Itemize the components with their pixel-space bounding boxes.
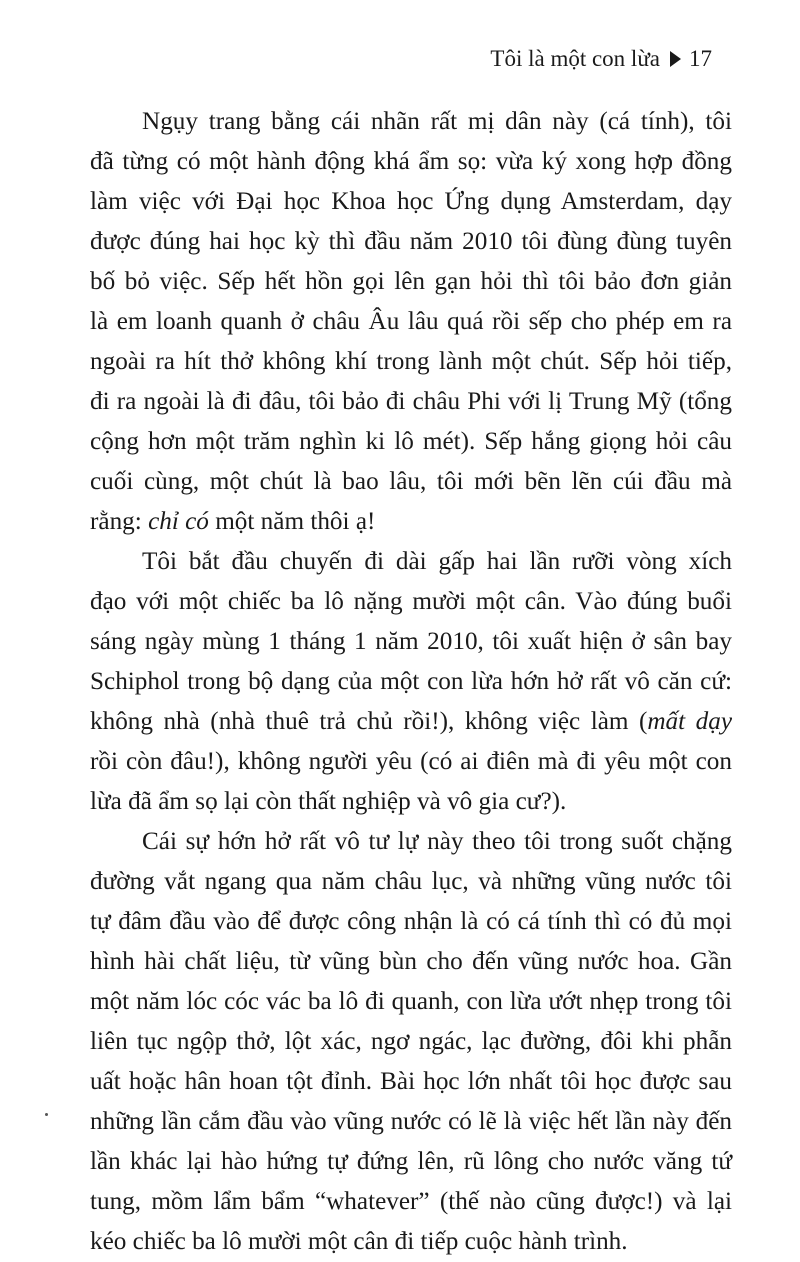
text-line <box>90 1022 732 1062</box>
text-run: tự đâm đầu vào để được công nhận là có cá tính thì có đủ mọi <box>90 908 732 935</box>
text-line <box>90 822 732 862</box>
page-number: 17 <box>689 46 712 71</box>
text-run: Cái sự hớn hở rất vô tư lự này theo tôi trong suốt chặng <box>142 828 732 855</box>
text-line <box>90 382 732 422</box>
text-run: bố bỏ việc. Sếp hết hồn gọi lên gạn hỏi thì tôi bảo đơn giản <box>90 268 732 295</box>
text-run: uất hoặc hân hoan tột đỉnh. Bài học lớn nhất tôi học được sau <box>90 1068 732 1095</box>
text-line <box>90 662 732 702</box>
text-run: cộng hơn một trăm nghìn ki lô mét). Sếp hắng giọng hỏi câu <box>90 428 732 455</box>
running-header <box>490 44 712 74</box>
text-run: sáng ngày mùng 1 tháng 1 năm 2010, tôi xuất hiện ở sân bay <box>90 628 732 655</box>
text-line <box>90 542 732 582</box>
text-run: lừa đã ẩm sọ lại còn thất nghiệp và vô gia cư?). <box>90 788 567 815</box>
text-run: làm việc với Đại học Khoa học Ứng dụng Amsterdam, dạy <box>90 188 732 215</box>
text-line <box>90 942 732 982</box>
text-run: là em loanh quanh ở châu Âu lâu quá rồi sếp cho phép em ra <box>90 308 732 335</box>
text-run: lần khác lại hào hứng tự đứng lên, rũ lông cho nước văng tứ <box>90 1148 732 1175</box>
body-text <box>90 102 732 1262</box>
text-run: tung, mồm lẩm bẩm “whatever” (thế nào cũng được!) và lại <box>90 1188 732 1215</box>
text-run: được đúng hai học kỳ thì đầu năm 2010 tôi đùng đùng tuyên <box>90 228 732 255</box>
text-run: đạo với một chiếc ba lô nặng mười một cân. Vào đúng buổi <box>90 588 732 615</box>
text-line <box>90 702 732 742</box>
text-line <box>90 182 732 222</box>
text-run: Schiphol trong bộ dạng của một con lừa hớn hở rất vô căn cứ: <box>90 668 732 695</box>
text-run: rằng: <box>90 508 149 535</box>
text-run: một năm thôi ạ! <box>208 508 376 535</box>
text-run: đi ra ngoài là đi đâu, tôi bảo đi châu Phi với lị Trung Mỹ (tổng <box>90 388 732 415</box>
text-line <box>90 422 732 462</box>
text-run: ngoài ra hít thở không khí trong lành một chút. Sếp hỏi tiếp, <box>90 348 732 375</box>
paragraph-3 <box>90 822 732 1262</box>
text-run: Ngụy trang bằng cái nhãn rất mị dân này (cá tính), tôi <box>142 108 732 135</box>
text-line <box>90 982 732 1022</box>
text-run: Tôi bắt đầu chuyến đi dài gấp hai lần rưỡi vòng xích <box>142 548 732 575</box>
text-line <box>90 582 732 622</box>
text-run: không nhà (nhà thuê trả chủ rồi!), không việc làm ( <box>90 708 648 735</box>
text-run: liên tục ngộp thở, lột xác, ngơ ngác, lạc đường, đôi khi phẫn <box>90 1028 732 1055</box>
text-line <box>90 622 732 662</box>
text-line <box>90 462 732 502</box>
text-line <box>90 222 732 262</box>
text-run: đã từng có một hành động khá ẩm sọ: vừa ký xong hợp đồng <box>90 148 732 175</box>
text-run: rồi còn đâu!), không người yêu (có ai điên mà đi yêu một con <box>90 748 732 775</box>
text-line <box>90 102 732 142</box>
triangle-right-icon <box>670 51 681 67</box>
text-line <box>90 142 732 182</box>
text-line <box>90 1182 732 1222</box>
text-run: đường vắt ngang qua năm châu lục, và những vũng nước tôi <box>90 868 732 895</box>
text-run: một năm lóc cóc vác ba lô đi quanh, con lừa ướt nhẹp trong tôi <box>90 988 732 1015</box>
italic-text: mất dạy <box>647 708 732 735</box>
chapter-title: Tôi là một con lừa <box>490 46 660 71</box>
text-run: hình hài chất liệu, từ vũng bùn cho đến vũng nước hoa. Gần <box>90 948 732 975</box>
text-run: cuối cùng, một chút là bao lâu, tôi mới bẽn lẽn cúi đầu mà <box>90 468 732 495</box>
text-line <box>90 782 732 822</box>
paragraph-1 <box>90 102 732 542</box>
text-run: kéo chiếc ba lô mười một cân đi tiếp cuộc hành trình. <box>90 1228 628 1255</box>
text-line <box>90 502 732 542</box>
text-line <box>90 902 732 942</box>
text-line <box>90 1102 732 1142</box>
text-line <box>90 1222 732 1262</box>
text-line <box>90 862 732 902</box>
text-line <box>90 742 732 782</box>
text-line <box>90 262 732 302</box>
text-line <box>90 1062 732 1102</box>
print-speck <box>45 1113 48 1116</box>
italic-text: chỉ có <box>148 508 209 535</box>
text-line <box>90 1142 732 1182</box>
paragraph-2 <box>90 542 732 822</box>
text-line <box>90 302 732 342</box>
text-run: những lần cắm đầu vào vũng nước có lẽ là việc hết lần này đến <box>90 1108 732 1135</box>
text-line <box>90 342 732 382</box>
